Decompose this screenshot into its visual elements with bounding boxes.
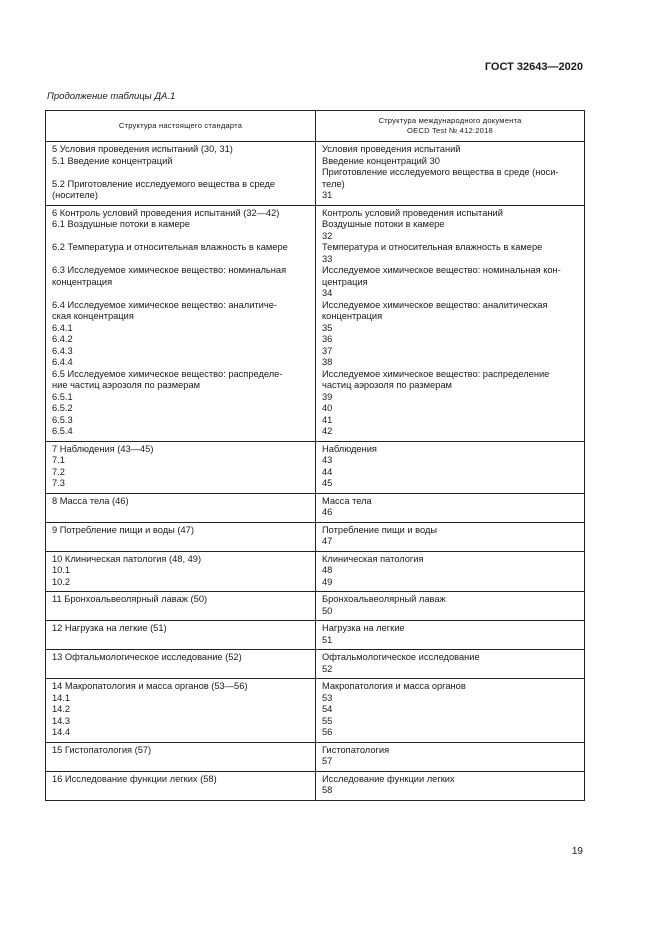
col-header-international <box>316 111 585 142</box>
cell-standard-structure <box>46 621 316 650</box>
table-row <box>46 679 585 743</box>
table-row <box>46 493 585 522</box>
cell-line: Приготовление исследуемого вещества в среде (носи- <box>322 167 559 177</box>
cell-line: 10.1 <box>52 565 71 575</box>
cell-line: центрация <box>322 276 368 287</box>
cell-international-structure <box>316 650 585 679</box>
cell-line: 6.4.1 <box>52 322 73 333</box>
cell-line: 52 <box>322 663 333 674</box>
cell-line: концентрация <box>322 311 383 321</box>
cell-line: 6.2 Температура и относительная влажность в камере <box>52 242 288 252</box>
cell-line: 35 <box>322 322 333 333</box>
cell-line: 43 <box>322 455 333 465</box>
cell-line: 33 <box>322 253 333 264</box>
cell-line: 53 <box>322 692 333 703</box>
cell-line: 50 <box>322 605 333 616</box>
cell-line: Контроль условий проведения испытаний <box>322 207 503 218</box>
cell-line: 44 <box>322 466 333 477</box>
cell-line: Исследуемое химическое вещество: распределение <box>322 368 550 379</box>
cell-line: Исследуемое химическое вещество: номинальная кон- <box>322 265 561 275</box>
cell-line: 5.2 Приготовление исследуемого вещества в среде <box>52 178 276 189</box>
table-caption: Продолжение таблицы ДА.1 <box>47 91 176 102</box>
cell-line: 14.3 <box>52 715 71 726</box>
cell-standard-structure <box>46 205 316 441</box>
table-header-row <box>46 111 585 142</box>
page-number: 19 <box>571 846 583 857</box>
table-row <box>46 205 585 441</box>
cell-line: 7 Наблюдения (43—45) <box>52 443 154 454</box>
cell-line: 6.5.4 <box>52 426 73 436</box>
document-id: ГОСТ 32643—2020 <box>484 61 583 73</box>
cell-line: 12 Нагрузка на легкие (51) <box>52 623 167 633</box>
cell-line: 14.2 <box>52 704 71 714</box>
cell-international-structure <box>316 621 585 650</box>
cell-line: теле) <box>322 178 345 189</box>
cell-line: 6.4.3 <box>52 345 73 356</box>
cell-line: 6.4 Исследуемое химическое вещество: аналитиче- <box>52 299 277 310</box>
cell-line: Введение концентраций 30 <box>322 155 440 166</box>
cell-line: 46 <box>322 507 333 517</box>
cell-standard-structure <box>46 493 316 522</box>
cell-standard-structure <box>46 771 316 800</box>
cell-line: 37 <box>322 345 333 356</box>
table-row <box>46 551 585 592</box>
table-row <box>46 441 585 493</box>
cell-line: 14 Макропатология и масса органов (53—56) <box>52 681 248 691</box>
cell-line: 31 <box>322 190 333 200</box>
table-row <box>46 621 585 650</box>
cell-standard-structure <box>46 522 316 551</box>
cell-international-structure <box>316 522 585 551</box>
cell-line: 54 <box>322 704 333 714</box>
correspondence-table <box>45 110 585 801</box>
cell-line: Масса тела <box>322 495 372 506</box>
cell-line: 51 <box>322 634 333 645</box>
cell-line: 6.5 Исследуемое химическое вещество: распределе- <box>52 368 283 379</box>
cell-line: 5.1 Введение концентраций <box>52 155 173 166</box>
cell-line: 38 <box>322 357 333 367</box>
table-row <box>46 771 585 800</box>
cell-line: 14.4 <box>52 727 71 737</box>
cell-line: 6.5.3 <box>52 414 73 425</box>
cell-international-structure <box>316 205 585 441</box>
cell-line: Офтальмологическое исследование <box>322 652 480 662</box>
cell-line: 56 <box>322 727 333 737</box>
cell-line: 49 <box>322 576 333 587</box>
cell-line: 34 <box>322 288 333 298</box>
cell-line: 6.4.2 <box>52 334 73 344</box>
cell-line: Исследование функции легких <box>322 773 455 784</box>
col-header-international-line2: OECD Test № 412:2018 <box>407 125 493 135</box>
cell-line: 10.2 <box>52 576 71 587</box>
table-body <box>46 142 585 801</box>
cell-line: 36 <box>322 334 333 344</box>
cell-line: Потребление пищи и воды <box>322 524 438 535</box>
cell-line: 41 <box>322 414 333 425</box>
cell-line: 8 Масса тела (46) <box>52 495 129 506</box>
cell-line: Клиническая патология <box>322 553 424 564</box>
cell-international-structure <box>316 742 585 771</box>
table-row <box>46 650 585 679</box>
cell-line: 6.4.4 <box>52 357 73 367</box>
cell-line: ская концентрация <box>52 311 134 321</box>
cell-line: Гистопатология <box>322 744 390 755</box>
cell-line: 58 <box>322 785 333 795</box>
line-gap <box>52 254 309 266</box>
table-row <box>46 592 585 621</box>
cell-standard-structure <box>46 650 316 679</box>
cell-line: ние частиц аэрозоля по размерам <box>52 380 201 390</box>
cell-line: 6.5.1 <box>52 391 73 402</box>
cell-line: 32 <box>322 230 333 241</box>
cell-line: 7.2 <box>52 466 65 477</box>
cell-line: 7.1 <box>52 455 65 465</box>
cell-line: 39 <box>322 391 333 402</box>
cell-line: Макропатология и масса органов <box>322 681 466 691</box>
cell-line: Воздушные потоки в камере <box>322 219 445 229</box>
cell-line: Исследуемое химическое вещество: аналитическая <box>322 299 548 310</box>
cell-international-structure <box>316 493 585 522</box>
cell-international-structure <box>316 441 585 493</box>
line-gap <box>52 288 309 300</box>
cell-international-structure <box>316 142 585 206</box>
cell-line: частиц аэрозоля по размерам <box>322 380 452 390</box>
cell-line: 11 Бронхоальвеолярный лаваж (50) <box>52 594 208 604</box>
cell-standard-structure <box>46 441 316 493</box>
cell-line: 6.1 Воздушные потоки в камере <box>52 219 190 229</box>
cell-international-structure <box>316 551 585 592</box>
col-header-standard: Структура настоящего стандарта <box>46 111 316 142</box>
cell-line: 15 Гистопатология (57) <box>52 744 152 755</box>
cell-line: 10 Клиническая патология (48, 49) <box>52 553 202 564</box>
cell-line: (носителе) <box>52 190 98 200</box>
table-row <box>46 522 585 551</box>
table-row <box>46 142 585 206</box>
cell-line: 57 <box>322 756 333 766</box>
cell-international-structure <box>316 592 585 621</box>
cell-line: 7.3 <box>52 478 65 488</box>
line-gap <box>52 167 309 179</box>
cell-line: 13 Офтальмологическое исследование (52) <box>52 652 242 662</box>
table-row <box>46 742 585 771</box>
cell-line: 9 Потребление пищи и воды (47) <box>52 524 194 535</box>
cell-line: Нагрузка на легкие <box>322 623 405 633</box>
cell-line: концентрация <box>52 276 113 287</box>
cell-line: 6.5.2 <box>52 403 73 413</box>
cell-standard-structure <box>46 551 316 592</box>
cell-line: 40 <box>322 403 333 413</box>
line-gap <box>52 231 309 243</box>
cell-international-structure <box>316 771 585 800</box>
cell-line: 5 Условия проведения испытаний (30, 31) <box>52 144 233 154</box>
cell-standard-structure <box>46 142 316 206</box>
col-header-international-line1: Структура международного документа <box>378 115 522 125</box>
cell-line: 16 Исследование функции легких (58) <box>52 773 217 784</box>
cell-line: 14.1 <box>52 692 71 703</box>
cell-international-structure <box>316 679 585 743</box>
cell-standard-structure <box>46 679 316 743</box>
cell-line: Наблюдения <box>322 443 377 454</box>
cell-standard-structure <box>46 592 316 621</box>
cell-line: Бронхоальвеолярный лаваж <box>322 594 446 604</box>
cell-line: 47 <box>322 536 333 546</box>
cell-line: 55 <box>322 715 333 726</box>
cell-line: 48 <box>322 565 333 575</box>
cell-line: 6.3 Исследуемое химическое вещество: номинальная <box>52 265 287 275</box>
cell-line: 42 <box>322 426 333 436</box>
cell-line: Условия проведения испытаний <box>322 144 461 154</box>
cell-line: 6 Контроль условий проведения испытаний (32—42) <box>52 207 280 218</box>
cell-line: Температура и относительная влажность в камере <box>322 242 543 252</box>
cell-standard-structure <box>46 742 316 771</box>
cell-line: 45 <box>322 478 333 488</box>
